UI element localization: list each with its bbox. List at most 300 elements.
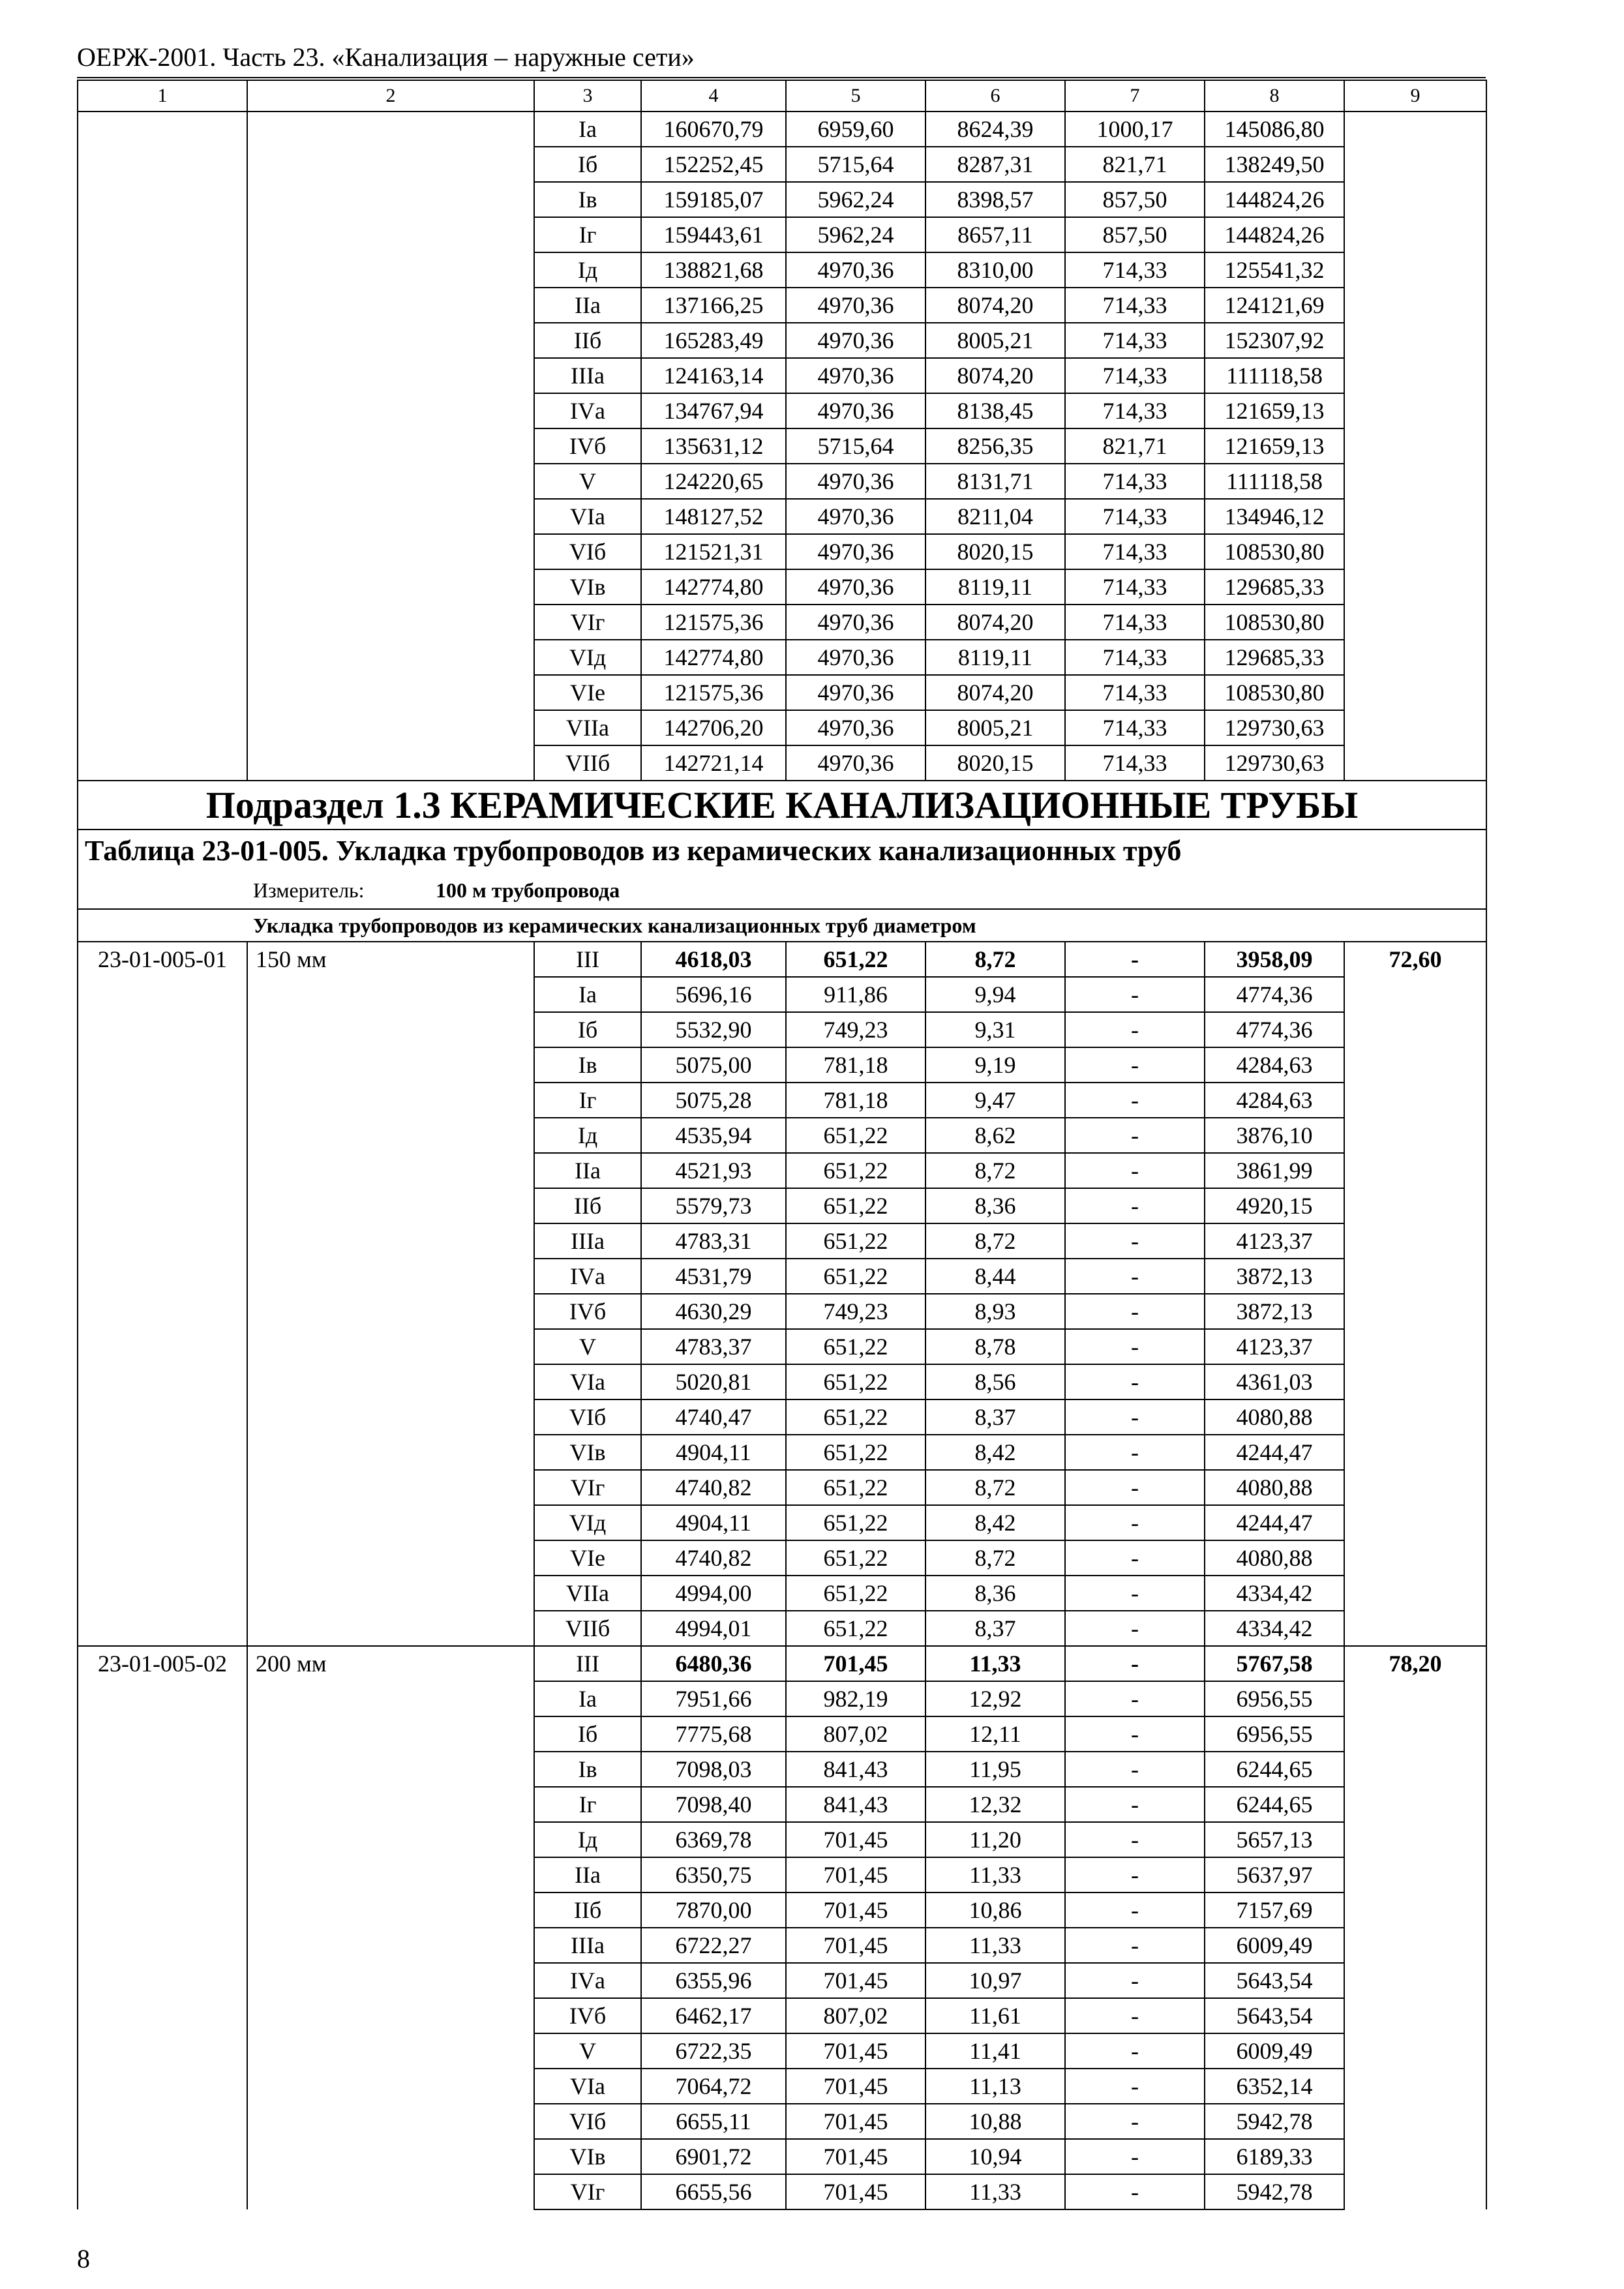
item-col9: 72,60: [1344, 942, 1486, 1646]
value-cell: 6009,49: [1205, 1928, 1344, 1963]
value-cell: 4080,88: [1205, 1399, 1344, 1435]
zone-cell: IIб: [534, 323, 641, 358]
value-cell: 8138,45: [925, 393, 1065, 428]
zone-cell: VIв: [534, 2139, 641, 2174]
value-cell: 714,33: [1065, 745, 1205, 781]
value-cell: 714,33: [1065, 464, 1205, 499]
value-cell: 129685,33: [1205, 569, 1344, 605]
value-cell: 701,45: [786, 2139, 925, 2174]
value-cell: 7098,03: [641, 1752, 786, 1787]
value-cell: 807,02: [786, 1716, 925, 1752]
col9-cell-empty: [1344, 112, 1486, 781]
value-cell: 8005,21: [925, 710, 1065, 745]
item-name: 200 мм: [247, 1646, 534, 2209]
value-cell: -: [1065, 1822, 1205, 1857]
value-cell: 651,22: [786, 1470, 925, 1505]
value-cell: 8074,20: [925, 358, 1065, 393]
zone-cell: VIг: [534, 605, 641, 640]
value-cell: 5075,00: [641, 1047, 786, 1083]
zone-cell: IIIа: [534, 1928, 641, 1963]
value-cell: -: [1065, 2139, 1205, 2174]
value-cell: 4783,31: [641, 1223, 786, 1259]
value-cell: 807,02: [786, 1998, 925, 2033]
value-cell: 152307,92: [1205, 323, 1344, 358]
value-cell: 121521,31: [641, 534, 786, 569]
table-title-row: [78, 830, 1486, 871]
value-cell: 129730,63: [1205, 745, 1344, 781]
value-cell: 10,94: [925, 2139, 1065, 2174]
value-cell: -: [1065, 1470, 1205, 1505]
value-cell: 701,45: [786, 1646, 925, 1681]
value-cell: 108530,80: [1205, 534, 1344, 569]
value-cell: 4970,36: [786, 464, 925, 499]
value-cell: 8256,35: [925, 428, 1065, 464]
value-cell: -: [1065, 1047, 1205, 1083]
value-cell: 10,97: [925, 1963, 1065, 1998]
value-cell: -: [1065, 2104, 1205, 2139]
value-cell: 152252,45: [641, 147, 786, 182]
value-cell: 5715,64: [786, 428, 925, 464]
value-cell: 121659,13: [1205, 393, 1344, 428]
value-cell: 4994,01: [641, 1611, 786, 1646]
value-cell: 5579,73: [641, 1188, 786, 1223]
value-cell: 4521,93: [641, 1153, 786, 1188]
zone-cell: Iа: [534, 112, 641, 147]
value-cell: 8,72: [925, 1470, 1065, 1505]
zone-cell: Iа: [534, 977, 641, 1012]
value-cell: 714,33: [1065, 640, 1205, 675]
value-cell: 4123,37: [1205, 1329, 1344, 1364]
column-number: 3: [534, 80, 641, 112]
measure-label: Измеритель:: [253, 878, 365, 902]
zone-cell: Iв: [534, 182, 641, 217]
value-cell: 11,33: [925, 1928, 1065, 1963]
value-cell: 165283,49: [641, 323, 786, 358]
value-cell: 4080,88: [1205, 1470, 1344, 1505]
value-cell: 3872,13: [1205, 1294, 1344, 1329]
value-cell: 8,36: [925, 1576, 1065, 1611]
value-cell: 4740,47: [641, 1399, 786, 1435]
value-cell: 857,50: [1065, 217, 1205, 252]
value-cell: 651,22: [786, 942, 925, 977]
value-cell: 8074,20: [925, 675, 1065, 710]
value-cell: 10,88: [925, 2104, 1065, 2139]
rates-table-body: [78, 80, 1486, 2209]
value-cell: 129730,63: [1205, 710, 1344, 745]
page-header: ОЕРЖ-2001. Часть 23. «Канализация – наружные сети»: [77, 40, 1486, 78]
value-cell: 8,56: [925, 1364, 1065, 1399]
value-cell: 3876,10: [1205, 1118, 1344, 1153]
name-cell-empty: [247, 112, 534, 781]
zone-cell: V: [534, 1329, 641, 1364]
zone-cell: IVб: [534, 428, 641, 464]
value-cell: 651,22: [786, 1259, 925, 1294]
value-cell: 12,92: [925, 1681, 1065, 1716]
zone-cell: VIб: [534, 2104, 641, 2139]
value-cell: 714,33: [1065, 710, 1205, 745]
value-cell: 982,19: [786, 1681, 925, 1716]
item-code: 23-01-005-02: [78, 1646, 247, 2209]
item-col9: 78,20: [1344, 1646, 1486, 2209]
value-cell: 701,45: [786, 1963, 925, 1998]
value-cell: 8131,71: [925, 464, 1065, 499]
value-cell: -: [1065, 1294, 1205, 1329]
value-cell: 714,33: [1065, 605, 1205, 640]
value-cell: 821,71: [1065, 147, 1205, 182]
value-cell: 11,41: [925, 2033, 1065, 2069]
zone-cell: IVа: [534, 1259, 641, 1294]
value-cell: -: [1065, 1012, 1205, 1047]
zone-cell: III: [534, 942, 641, 977]
value-cell: 8119,11: [925, 640, 1065, 675]
value-cell: 4970,36: [786, 605, 925, 640]
value-cell: 857,50: [1065, 182, 1205, 217]
value-cell: 125541,32: [1205, 252, 1344, 288]
value-cell: -: [1065, 1998, 1205, 2033]
zone-cell: IVа: [534, 1963, 641, 1998]
value-cell: -: [1065, 2033, 1205, 2069]
column-number: 7: [1065, 80, 1205, 112]
value-cell: 142721,14: [641, 745, 786, 781]
value-cell: 714,33: [1065, 288, 1205, 323]
value-cell: 11,33: [925, 2174, 1065, 2209]
value-cell: 8,72: [925, 1153, 1065, 1188]
value-cell: 714,33: [1065, 252, 1205, 288]
value-cell: -: [1065, 1893, 1205, 1928]
zone-cell: Iг: [534, 1787, 641, 1822]
value-cell: 121575,36: [641, 605, 786, 640]
page-number: 8: [77, 2244, 90, 2273]
value-cell: 8005,21: [925, 323, 1065, 358]
value-cell: -: [1065, 1223, 1205, 1259]
zone-cell: VIд: [534, 1505, 641, 1540]
measure-cell: [78, 871, 1486, 909]
subsection-title: Подраздел 1.3 КЕРАМИЧЕСКИЕ КАНАЛИЗАЦИОННЫЕ ТРУБЫ: [78, 781, 1486, 830]
value-cell: 4783,37: [641, 1329, 786, 1364]
value-cell: 12,11: [925, 1716, 1065, 1752]
value-cell: 8657,11: [925, 217, 1065, 252]
value-cell: 6189,33: [1205, 2139, 1344, 2174]
value-cell: 781,18: [786, 1083, 925, 1118]
value-cell: 4970,36: [786, 534, 925, 569]
column-number: 2: [247, 80, 534, 112]
zone-cell: Iд: [534, 1118, 641, 1153]
zone-cell: Iд: [534, 252, 641, 288]
value-cell: 6655,56: [641, 2174, 786, 2209]
value-cell: -: [1065, 1399, 1205, 1435]
value-cell: 8624,39: [925, 112, 1065, 147]
value-cell: 8,42: [925, 1505, 1065, 1540]
value-cell: 701,45: [786, 1928, 925, 1963]
value-cell: 4531,79: [641, 1259, 786, 1294]
value-cell: -: [1065, 1435, 1205, 1470]
value-cell: 8,37: [925, 1399, 1065, 1435]
value-cell: -: [1065, 1752, 1205, 1787]
value-cell: 6722,27: [641, 1928, 786, 1963]
value-cell: 8,72: [925, 1540, 1065, 1576]
value-cell: 6352,14: [1205, 2069, 1344, 2104]
value-cell: 137166,25: [641, 288, 786, 323]
value-cell: 4740,82: [641, 1470, 786, 1505]
value-cell: 4970,36: [786, 288, 925, 323]
value-cell: 5643,54: [1205, 1998, 1344, 2033]
value-cell: 5696,16: [641, 977, 786, 1012]
column-numbers-row: [78, 80, 1486, 112]
value-cell: 714,33: [1065, 358, 1205, 393]
value-cell: 5942,78: [1205, 2174, 1344, 2209]
value-cell: 714,33: [1065, 534, 1205, 569]
value-cell: 9,47: [925, 1083, 1065, 1118]
value-cell: 651,22: [786, 1188, 925, 1223]
value-cell: 714,33: [1065, 499, 1205, 534]
value-cell: -: [1065, 1716, 1205, 1752]
value-cell: 6480,36: [641, 1646, 786, 1681]
zone-cell: Iг: [534, 1083, 641, 1118]
subsection-row: [78, 781, 1486, 830]
value-cell: 4361,03: [1205, 1364, 1344, 1399]
value-cell: -: [1065, 1681, 1205, 1716]
value-cell: 145086,80: [1205, 112, 1344, 147]
value-cell: 4080,88: [1205, 1540, 1344, 1576]
value-cell: 5715,64: [786, 147, 925, 182]
value-cell: 4334,42: [1205, 1611, 1344, 1646]
value-cell: 7775,68: [641, 1716, 786, 1752]
zone-cell: VIг: [534, 1470, 641, 1505]
value-cell: 124220,65: [641, 464, 786, 499]
zone-cell: VIIа: [534, 710, 641, 745]
value-cell: -: [1065, 1857, 1205, 1893]
value-cell: 3872,13: [1205, 1259, 1344, 1294]
value-cell: 6901,72: [641, 2139, 786, 2174]
zone-cell: Iг: [534, 217, 641, 252]
value-cell: 6350,75: [641, 1857, 786, 1893]
value-cell: 3958,09: [1205, 942, 1344, 977]
value-cell: 142774,80: [641, 640, 786, 675]
column-number: 5: [786, 80, 925, 112]
value-cell: 160670,79: [641, 112, 786, 147]
value-cell: 8074,20: [925, 288, 1065, 323]
value-cell: 108530,80: [1205, 675, 1344, 710]
value-cell: 1000,17: [1065, 112, 1205, 147]
value-cell: 5643,54: [1205, 1963, 1344, 1998]
value-cell: 4904,11: [641, 1505, 786, 1540]
value-cell: -: [1065, 1153, 1205, 1188]
value-cell: 11,33: [925, 1857, 1065, 1893]
value-cell: -: [1065, 1329, 1205, 1364]
zone-cell: VIIа: [534, 1576, 641, 1611]
value-cell: -: [1065, 2069, 1205, 2104]
code-cell-empty: [78, 112, 247, 781]
value-cell: 6462,17: [641, 1998, 786, 2033]
value-cell: 9,94: [925, 977, 1065, 1012]
value-cell: 821,71: [1065, 428, 1205, 464]
value-cell: 11,20: [925, 1822, 1065, 1857]
value-cell: 121659,13: [1205, 428, 1344, 464]
value-cell: 651,22: [786, 1611, 925, 1646]
zone-cell: Iа: [534, 1681, 641, 1716]
value-cell: 841,43: [786, 1752, 925, 1787]
value-cell: 6244,65: [1205, 1787, 1344, 1822]
value-cell: 5657,13: [1205, 1822, 1344, 1857]
value-cell: -: [1065, 942, 1205, 977]
value-cell: 4970,36: [786, 745, 925, 781]
zone-cell: VIв: [534, 569, 641, 605]
value-cell: 4740,82: [641, 1540, 786, 1576]
value-cell: 4970,36: [786, 710, 925, 745]
value-cell: 4774,36: [1205, 977, 1344, 1012]
zone-cell: VIд: [534, 640, 641, 675]
value-cell: 781,18: [786, 1047, 925, 1083]
value-cell: 5075,28: [641, 1083, 786, 1118]
item-name: 150 мм: [247, 942, 534, 1646]
value-cell: 4970,36: [786, 569, 925, 605]
value-cell: 5962,24: [786, 182, 925, 217]
value-cell: 8074,20: [925, 605, 1065, 640]
value-cell: 124121,69: [1205, 288, 1344, 323]
value-cell: -: [1065, 1576, 1205, 1611]
value-cell: 12,32: [925, 1787, 1065, 1822]
zone-cell: Iв: [534, 1047, 641, 1083]
zone-cell: IVа: [534, 393, 641, 428]
zone-cell: VIг: [534, 2174, 641, 2209]
value-cell: 701,45: [786, 1857, 925, 1893]
value-cell: -: [1065, 1118, 1205, 1153]
value-cell: 6655,11: [641, 2104, 786, 2139]
value-cell: 148127,52: [641, 499, 786, 534]
value-cell: 911,86: [786, 977, 925, 1012]
value-cell: 5767,58: [1205, 1646, 1344, 1681]
value-cell: 108530,80: [1205, 605, 1344, 640]
caption-row: [78, 909, 1486, 942]
value-cell: 4904,11: [641, 1435, 786, 1470]
value-cell: 651,22: [786, 1540, 925, 1576]
value-cell: 8,44: [925, 1259, 1065, 1294]
value-cell: 111118,58: [1205, 464, 1344, 499]
zone-cell: VIа: [534, 2069, 641, 2104]
value-cell: 8,36: [925, 1188, 1065, 1223]
zone-cell: IVб: [534, 1294, 641, 1329]
table-row: [78, 112, 1486, 147]
value-cell: 651,22: [786, 1364, 925, 1399]
value-cell: 651,22: [786, 1576, 925, 1611]
column-number: 4: [641, 80, 786, 112]
value-cell: 7951,66: [641, 1681, 786, 1716]
value-cell: 4244,47: [1205, 1505, 1344, 1540]
value-cell: 4334,42: [1205, 1576, 1344, 1611]
value-cell: 8119,11: [925, 569, 1065, 605]
value-cell: 4970,36: [786, 675, 925, 710]
table-title: Таблица 23-01-005. Укладка трубопроводов из керамических канализационных труб: [78, 830, 1486, 871]
value-cell: 5020,81: [641, 1364, 786, 1399]
value-cell: 6722,35: [641, 2033, 786, 2069]
value-cell: 651,22: [786, 1153, 925, 1188]
value-cell: 8,93: [925, 1294, 1065, 1329]
value-cell: 159185,07: [641, 182, 786, 217]
value-cell: 8,37: [925, 1611, 1065, 1646]
column-number: 9: [1344, 80, 1486, 112]
value-cell: -: [1065, 1540, 1205, 1576]
value-cell: 5962,24: [786, 217, 925, 252]
zone-cell: IVб: [534, 1998, 641, 2033]
value-cell: -: [1065, 2174, 1205, 2209]
zone-cell: VIа: [534, 1364, 641, 1399]
column-number: 8: [1205, 80, 1344, 112]
value-cell: -: [1065, 1505, 1205, 1540]
value-cell: 6956,55: [1205, 1681, 1344, 1716]
value-cell: 4920,15: [1205, 1188, 1344, 1223]
zone-cell: IIб: [534, 1188, 641, 1223]
value-cell: 4244,47: [1205, 1435, 1344, 1470]
value-cell: 5637,97: [1205, 1857, 1344, 1893]
zone-cell: V: [534, 464, 641, 499]
value-cell: 4535,94: [641, 1118, 786, 1153]
value-cell: 111118,58: [1205, 358, 1344, 393]
value-cell: 4970,36: [786, 358, 925, 393]
zone-cell: IIа: [534, 1153, 641, 1188]
value-cell: 8211,04: [925, 499, 1065, 534]
value-cell: 714,33: [1065, 569, 1205, 605]
value-cell: 4284,63: [1205, 1083, 1344, 1118]
value-cell: 651,22: [786, 1118, 925, 1153]
zone-cell: Iб: [534, 1716, 641, 1752]
value-cell: 129685,33: [1205, 640, 1344, 675]
value-cell: -: [1065, 1083, 1205, 1118]
value-cell: 11,33: [925, 1646, 1065, 1681]
value-cell: 8310,00: [925, 252, 1065, 288]
value-cell: 10,86: [925, 1893, 1065, 1928]
value-cell: 4630,29: [641, 1294, 786, 1329]
value-cell: 9,19: [925, 1047, 1065, 1083]
value-cell: 11,95: [925, 1752, 1065, 1787]
value-cell: -: [1065, 1611, 1205, 1646]
rates-table: [77, 80, 1487, 2210]
value-cell: -: [1065, 1646, 1205, 1681]
value-cell: 4774,36: [1205, 1012, 1344, 1047]
value-cell: -: [1065, 1787, 1205, 1822]
zone-cell: VIIб: [534, 1611, 641, 1646]
value-cell: 5942,78: [1205, 2104, 1344, 2139]
value-cell: 4284,63: [1205, 1047, 1344, 1083]
value-cell: 701,45: [786, 2174, 925, 2209]
value-cell: 142706,20: [641, 710, 786, 745]
value-cell: 8398,57: [925, 182, 1065, 217]
value-cell: -: [1065, 1364, 1205, 1399]
value-cell: 701,45: [786, 2069, 925, 2104]
value-cell: 8020,15: [925, 534, 1065, 569]
zone-cell: IIа: [534, 1857, 641, 1893]
value-cell: 4970,36: [786, 252, 925, 288]
caption-text: Укладка трубопроводов из керамических канализационных труб диаметром: [78, 909, 1486, 942]
value-cell: 4970,36: [786, 393, 925, 428]
value-cell: 135631,12: [641, 428, 786, 464]
value-cell: 6244,65: [1205, 1752, 1344, 1787]
value-cell: -: [1065, 1259, 1205, 1294]
value-cell: -: [1065, 977, 1205, 1012]
value-cell: 651,22: [786, 1223, 925, 1259]
value-cell: 651,22: [786, 1399, 925, 1435]
zone-cell: VIа: [534, 499, 641, 534]
value-cell: 701,45: [786, 2033, 925, 2069]
zone-cell: VIб: [534, 534, 641, 569]
value-cell: 701,45: [786, 1893, 925, 1928]
zone-cell: VIв: [534, 1435, 641, 1470]
measure-value: 100 м трубопровода: [436, 878, 620, 902]
value-cell: 138821,68: [641, 252, 786, 288]
value-cell: 6959,60: [786, 112, 925, 147]
value-cell: 749,23: [786, 1012, 925, 1047]
value-cell: 4994,00: [641, 1576, 786, 1611]
zone-cell: IIIа: [534, 1223, 641, 1259]
